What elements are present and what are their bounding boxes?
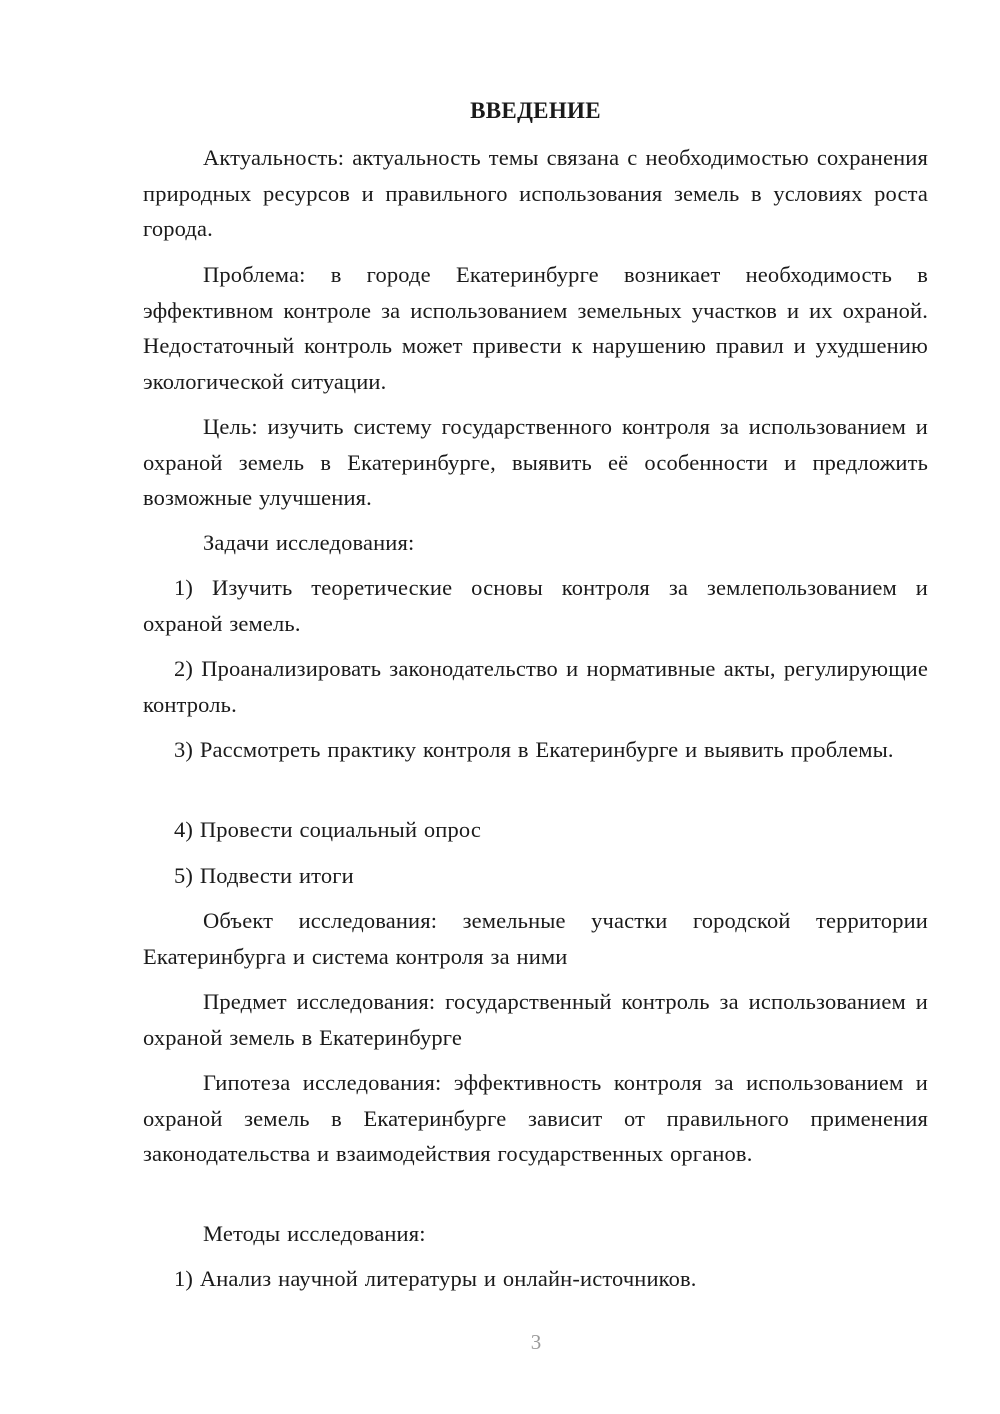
list-item-task-3: 3) Рассмотреть практику контроля в Екатеринбурге и выявить проблемы.	[174, 737, 894, 762]
list-item-task-4: 4) Провести социальный опрос	[174, 817, 481, 842]
list-item-task-2: 2) Проанализировать законодательство и нормативные акты, регулирующие контроль.	[143, 656, 928, 717]
section-heading: ВВЕДЕНИЕ	[470, 98, 601, 123]
paragraph-relevance: Актуальность: актуальность темы связана с необходимостью сохранения природных ресурсов и правильного использования земель в условиях роста города.	[143, 145, 928, 241]
paragraph-hypothesis: Гипотеза исследования: эффективность контроля за использованием и охраной земель в Екатеринбурге зависит от правильного применения законодательства и взаимодействия государственных органов.	[143, 1070, 928, 1166]
list-item-task-5: 5) Подвести итоги	[174, 863, 354, 888]
paragraph-tasks-heading: Задачи исследования:	[203, 530, 415, 555]
list-item-task-1: 1) Изучить теоретические основы контроля за землепользованием и охраной земель.	[143, 575, 928, 636]
paragraph-object: Объект исследования: земельные участки городской территории Екатеринбурга и система контроля за ними	[143, 908, 928, 969]
page-number: 3	[530, 1330, 542, 1354]
paragraph-problem: Проблема: в городе Екатеринбурге возникает необходимость в эффективном контроле за использованием земельных участков и их охраной. Недостаточный контроль может привести к нарушению правил и ухудшению экологической ситуации.	[143, 262, 928, 394]
paragraph-goal: Цель: изучить систему государственного контроля за использованием и охраной земель в Екатеринбурге, выявить её особенности и предложить возможные улучшения.	[143, 414, 928, 510]
paragraph-methods-heading: Методы исследования:	[203, 1221, 426, 1246]
paragraph-subject: Предмет исследования: государственный контроль за использованием и охраной земель в Екатеринбурге	[143, 989, 928, 1050]
list-item-method-1: 1) Анализ научной литературы и онлайн-источников.	[174, 1266, 697, 1291]
